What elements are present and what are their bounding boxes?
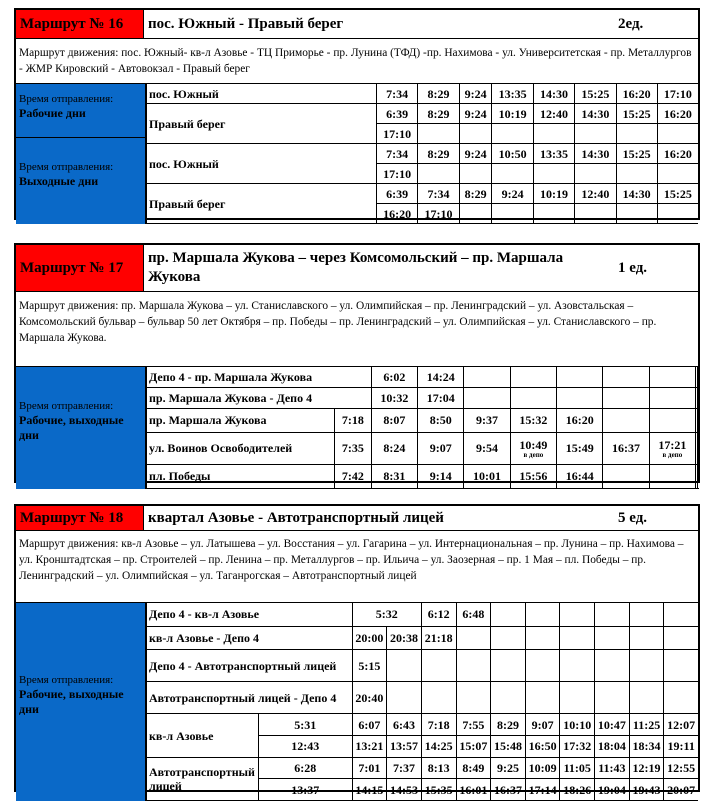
table-row bbox=[147, 432, 699, 464]
departure-time: 14:30 bbox=[533, 84, 574, 104]
table-row bbox=[147, 626, 699, 650]
empty-cell bbox=[657, 204, 698, 224]
empty-cell bbox=[664, 603, 698, 626]
departure-time: 16:01 bbox=[456, 779, 491, 801]
departure-time: 10:09 bbox=[525, 757, 560, 779]
departure-time: 6:43 bbox=[387, 714, 422, 736]
departure-time: 6:39 bbox=[377, 184, 418, 204]
table-row bbox=[147, 650, 699, 682]
empty-cell bbox=[492, 204, 533, 224]
time-value: 8:24 bbox=[383, 441, 406, 456]
table-row bbox=[147, 367, 699, 387]
departure-time: 7:37 bbox=[387, 757, 422, 779]
route-17-header bbox=[16, 245, 698, 292]
departure-time: 18:04 bbox=[595, 736, 630, 758]
time-value: 7:18 bbox=[341, 413, 364, 428]
departure-time: 7:18 bbox=[421, 714, 456, 736]
stop-name: ул. Воинов Освободителей bbox=[147, 432, 335, 464]
time-value: 7:42 bbox=[341, 469, 364, 484]
empty-cell bbox=[525, 650, 560, 682]
time-value: 15:49 bbox=[565, 441, 594, 456]
departure-time bbox=[649, 432, 695, 464]
empty-cell bbox=[533, 204, 574, 224]
table-row bbox=[147, 682, 699, 714]
empty-cell bbox=[649, 387, 695, 408]
empty-cell bbox=[595, 603, 630, 626]
empty-cell bbox=[697, 408, 698, 432]
departure-time: 13:57 bbox=[387, 736, 422, 758]
departure-time: 7:55 bbox=[456, 714, 491, 736]
empty-cell bbox=[595, 626, 630, 650]
depot-note: в депо bbox=[523, 450, 544, 459]
departure-time bbox=[464, 464, 510, 488]
table-row bbox=[147, 714, 699, 736]
empty-cell bbox=[459, 124, 492, 144]
empty-cell bbox=[387, 682, 422, 714]
departure-time bbox=[335, 408, 372, 432]
empty-cell bbox=[418, 164, 459, 184]
route-name: пр. Маршала Жукова – через Комсомольский – пр. Маршала Жукова bbox=[148, 250, 564, 285]
table-row bbox=[147, 387, 699, 408]
weekend-block bbox=[16, 138, 145, 214]
departure-time: 18:26 bbox=[560, 779, 595, 801]
empty-cell bbox=[616, 124, 657, 144]
departure-time bbox=[557, 464, 603, 488]
departure-time: 14:30 bbox=[575, 104, 616, 124]
empty-cell bbox=[697, 367, 698, 387]
departure-time: 17:10 bbox=[377, 124, 418, 144]
empty-cell bbox=[510, 387, 556, 408]
empty-cell bbox=[491, 650, 526, 682]
route-16-card bbox=[14, 8, 700, 220]
departure-time: 20:40 bbox=[352, 682, 387, 714]
route-name: пос. Южный - Правый берег bbox=[148, 15, 344, 32]
departure-time: 12:55 bbox=[664, 757, 698, 779]
departure-time: 9:24 bbox=[459, 84, 492, 104]
departure-time bbox=[371, 408, 417, 432]
departure-time: 13:21 bbox=[352, 736, 387, 758]
stop-name: Автотранспортный лицей - Депо 4 bbox=[147, 682, 353, 714]
table-row bbox=[147, 603, 699, 626]
time-value: 9:37 bbox=[476, 413, 499, 428]
departure-time: 19:43 bbox=[629, 779, 664, 801]
weekday-block bbox=[16, 84, 145, 138]
departure-time: 8:29 bbox=[418, 144, 459, 164]
empty-cell bbox=[657, 124, 698, 144]
departure-time bbox=[510, 408, 556, 432]
empty-cell bbox=[557, 387, 603, 408]
empty-cell bbox=[525, 626, 560, 650]
departure-time: 14:30 bbox=[575, 144, 616, 164]
departure-time: 12:40 bbox=[533, 104, 574, 124]
departure-time: 10:50 bbox=[492, 144, 533, 164]
departure-time: 6:07 bbox=[352, 714, 387, 736]
departure-time: 10:19 bbox=[492, 104, 533, 124]
departure-time: 14:30 bbox=[616, 184, 657, 204]
departure-time: 15:25 bbox=[657, 184, 698, 204]
departure-time: 15:25 bbox=[616, 144, 657, 164]
stop-name: пр. Маршала Жукова - Депо 4 bbox=[147, 387, 372, 408]
departure-time: 7:34 bbox=[418, 184, 459, 204]
departure-time: 10:10 bbox=[560, 714, 595, 736]
departure-time: 9:24 bbox=[459, 144, 492, 164]
empty-cell bbox=[595, 682, 630, 714]
route-number: Маршрут № 16 bbox=[16, 10, 144, 38]
departure-time: 9:25 bbox=[491, 757, 526, 779]
depot-note: в депо bbox=[662, 450, 683, 459]
route-path: Маршрут движения: пр. Маршала Жукова – ул. Станиславского – ул. Олимпийская – пр. Ленинградский – ул. Азовстальская – Комсомольский бульвар – бульвар 50 лет Октября – пр. Победы – пр. Ленинградский – ул. Олимпийская – ул. Станиславского – пр. Маршала Жукова. bbox=[16, 292, 698, 367]
departure-time: 10:47 bbox=[595, 714, 630, 736]
timetable-18 bbox=[146, 603, 698, 801]
departure-time: 9:24 bbox=[459, 104, 492, 124]
time-value: 15:32 bbox=[519, 413, 548, 428]
departure-time: 17:10 bbox=[418, 204, 459, 224]
empty-cell bbox=[697, 387, 698, 408]
vehicle-count: 1 ед. bbox=[618, 259, 648, 276]
stop-name: кв-л Азовье - Депо 4 bbox=[147, 626, 353, 650]
stop-name: Депо 4 - кв-л Азовье bbox=[147, 603, 353, 626]
empty-cell bbox=[603, 408, 649, 432]
empty-cell bbox=[525, 682, 560, 714]
day-type-column bbox=[16, 84, 146, 224]
empty-cell bbox=[492, 124, 533, 144]
empty-cell bbox=[575, 124, 616, 144]
time-value: 8:07 bbox=[383, 413, 406, 428]
departure-time: 20:00 bbox=[352, 626, 387, 650]
stop-name: пос. Южный bbox=[147, 144, 377, 184]
departure-time bbox=[510, 464, 556, 488]
departure-time: 12:19 bbox=[629, 757, 664, 779]
empty-cell bbox=[421, 682, 456, 714]
departure-time bbox=[371, 432, 417, 464]
departure-time: 15:25 bbox=[616, 104, 657, 124]
departure-time: 5:32 bbox=[352, 603, 421, 626]
departure-time bbox=[464, 408, 510, 432]
departure-time: 7:34 bbox=[377, 84, 418, 104]
day-type-column bbox=[16, 603, 146, 801]
empty-cell bbox=[603, 464, 649, 488]
departure-time: 16:50 bbox=[525, 736, 560, 758]
time-value: 16:37 bbox=[612, 441, 641, 456]
empty-cell bbox=[418, 124, 459, 144]
time-value: 8:31 bbox=[383, 469, 406, 484]
departure-time: 8:49 bbox=[456, 757, 491, 779]
departure-time: 15:35 bbox=[421, 779, 456, 801]
departure-time: 8:29 bbox=[418, 104, 459, 124]
departure-time bbox=[603, 432, 649, 464]
departure-time bbox=[557, 432, 603, 464]
schedule-grid bbox=[16, 367, 698, 489]
empty-cell bbox=[533, 124, 574, 144]
route-path: Маршрут движения: кв-л Азовье – ул. Латышева – ул. Восстания – ул. Гагарина – ул. Интернациональная – пр. Лунина – пр. Нахимова – ул. Кронштадтская – пр. Строителей – пр. Ленина – пр. Металлургов – пр. Ильича – ул. Заозерная – пр. 1 Мая – пл. Победы – пр. Ленинградский – ул. Олимпийская – ул. Таганрогская – Автотранспортный лицей bbox=[16, 531, 698, 603]
departure-time: 14:25 bbox=[421, 736, 456, 758]
departure-time: 17:04 bbox=[418, 387, 464, 408]
empty-cell bbox=[492, 164, 533, 184]
weekday-title: Рабочие дни bbox=[19, 106, 86, 120]
empty-cell bbox=[560, 603, 595, 626]
empty-cell bbox=[697, 432, 698, 464]
day-type-column bbox=[16, 367, 146, 489]
timetable-16 bbox=[146, 84, 698, 224]
empty-cell bbox=[421, 650, 456, 682]
empty-cell bbox=[387, 650, 422, 682]
departure-time: 20:07 bbox=[664, 779, 698, 801]
departure-time: 7:01 bbox=[352, 757, 387, 779]
days-title: Рабочие, выходные дни bbox=[19, 687, 124, 716]
empty-cell bbox=[649, 367, 695, 387]
schedule-grid bbox=[16, 603, 698, 801]
stop-name: кв-л Азовье bbox=[147, 714, 259, 757]
empty-cell bbox=[491, 603, 526, 626]
empty-cell bbox=[491, 682, 526, 714]
empty-cell bbox=[575, 204, 616, 224]
table-row bbox=[147, 144, 699, 164]
departure-time bbox=[418, 408, 464, 432]
departure-time: 19:04 bbox=[595, 779, 630, 801]
route-17-card bbox=[14, 243, 700, 483]
time-value: 10:01 bbox=[473, 469, 502, 484]
stop-name: Автотранспортный лицей bbox=[147, 757, 259, 800]
time-value: 15:56 bbox=[519, 469, 548, 484]
departure-time: 19:11 bbox=[664, 736, 698, 758]
route-18-card bbox=[14, 504, 700, 797]
departure-time: 15:25 bbox=[575, 84, 616, 104]
empty-cell bbox=[657, 164, 698, 184]
empty-cell bbox=[464, 367, 510, 387]
departure-time bbox=[464, 432, 510, 464]
route-path: Маршрут движения: пос. Южный- кв-л Азовье - ТЦ Приморье - пр. Лунина (ТФД) -пр. Нахимова - ул. Университетская - пр. Металлургов - ЖМР Кировский - Автовокзал - Правый берег bbox=[16, 39, 698, 84]
empty-cell bbox=[456, 682, 491, 714]
departure-time bbox=[557, 408, 603, 432]
departure-time: 16:20 bbox=[616, 84, 657, 104]
stop-name: Правый берег bbox=[147, 184, 377, 224]
departure-time: 12:43 bbox=[259, 736, 353, 758]
empty-cell bbox=[575, 164, 616, 184]
route-number: Маршрут № 18 bbox=[16, 506, 144, 530]
empty-cell bbox=[459, 204, 492, 224]
empty-cell bbox=[533, 164, 574, 184]
vehicle-count: 2ед. bbox=[618, 15, 644, 32]
departure-time bbox=[418, 464, 464, 488]
stop-name: Депо 4 - Автотранспортный лицей bbox=[147, 650, 353, 682]
departure-time: 21:18 bbox=[421, 626, 456, 650]
departure-time: 15:48 bbox=[491, 736, 526, 758]
departure-label: Время отправления: bbox=[19, 93, 114, 105]
stop-name: пл. Победы bbox=[147, 464, 335, 488]
departure-label: Время отправления: bbox=[19, 400, 114, 412]
empty-cell bbox=[525, 603, 560, 626]
empty-cell bbox=[464, 387, 510, 408]
departure-time: 10:32 bbox=[371, 387, 417, 408]
departure-time: 9:07 bbox=[525, 714, 560, 736]
empty-cell bbox=[664, 650, 698, 682]
departure-time: 6:39 bbox=[377, 104, 418, 124]
stop-name: Правый берег bbox=[147, 104, 377, 144]
departure-time: 8:29 bbox=[418, 84, 459, 104]
empty-cell bbox=[560, 626, 595, 650]
departure-time: 20:38 bbox=[387, 626, 422, 650]
departure-time: 6:12 bbox=[421, 603, 456, 626]
empty-cell bbox=[560, 682, 595, 714]
departure-time: 16:20 bbox=[657, 144, 698, 164]
empty-cell bbox=[456, 626, 491, 650]
time-value: 7:35 bbox=[341, 441, 364, 456]
empty-cell bbox=[649, 464, 695, 488]
departure-label: Время отправления: bbox=[19, 674, 114, 686]
empty-cell bbox=[629, 682, 664, 714]
departure-time: 10:19 bbox=[533, 184, 574, 204]
departure-time: 13:35 bbox=[492, 84, 533, 104]
departure-time: 14:24 bbox=[418, 367, 464, 387]
stop-name: пос. Южный bbox=[147, 84, 377, 104]
time-value: 16:20 bbox=[565, 413, 594, 428]
empty-cell bbox=[510, 367, 556, 387]
time-value: 9:07 bbox=[429, 441, 452, 456]
table-row bbox=[147, 464, 699, 488]
empty-cell bbox=[629, 650, 664, 682]
table-row bbox=[147, 84, 699, 104]
departure-time: 6:48 bbox=[456, 603, 491, 626]
route-18-header bbox=[16, 506, 698, 531]
departure-time bbox=[335, 432, 372, 464]
departure-time: 14:53 bbox=[387, 779, 422, 801]
empty-cell bbox=[456, 650, 491, 682]
empty-cell bbox=[629, 626, 664, 650]
departure-time: 12:40 bbox=[575, 184, 616, 204]
route-name: квартал Азовье - Автотранспортный лицей bbox=[148, 509, 444, 526]
route-number: Маршрут № 17 bbox=[16, 245, 144, 291]
time-value: 10:49 bbox=[519, 437, 548, 452]
departure-time: 5:31 bbox=[259, 714, 353, 736]
departure-time: 11:25 bbox=[629, 714, 664, 736]
empty-cell bbox=[616, 204, 657, 224]
departure-time: 6:02 bbox=[371, 367, 417, 387]
table-row bbox=[147, 408, 699, 432]
time-value: 9:54 bbox=[476, 441, 499, 456]
table-row bbox=[147, 104, 699, 124]
days-title: Рабочие, выходные дни bbox=[19, 413, 124, 442]
empty-cell bbox=[629, 603, 664, 626]
table-row bbox=[147, 184, 699, 204]
departure-label: Время отправления: bbox=[19, 161, 114, 173]
table-row bbox=[147, 757, 699, 779]
departure-time: 13:35 bbox=[533, 144, 574, 164]
empty-cell bbox=[697, 464, 698, 488]
stop-name: пр. Маршала Жукова bbox=[147, 408, 335, 432]
time-value: 16:44 bbox=[565, 469, 594, 484]
empty-cell bbox=[664, 682, 698, 714]
departure-time: 16:37 bbox=[491, 779, 526, 801]
departure-time: 17:10 bbox=[657, 84, 698, 104]
departure-time: 6:28 bbox=[259, 757, 353, 779]
departure-time: 14:15 bbox=[352, 779, 387, 801]
empty-cell bbox=[560, 650, 595, 682]
departure-time: 18:34 bbox=[629, 736, 664, 758]
empty-cell bbox=[603, 367, 649, 387]
departure-time: 12:07 bbox=[664, 714, 698, 736]
departure-time: 17:10 bbox=[377, 164, 418, 184]
departure-time bbox=[418, 432, 464, 464]
timetable-17 bbox=[146, 367, 698, 489]
route-16-header bbox=[16, 10, 698, 39]
departure-time: 11:05 bbox=[560, 757, 595, 779]
empty-cell bbox=[664, 626, 698, 650]
departure-time: 7:34 bbox=[377, 144, 418, 164]
departure-time: 8:29 bbox=[491, 714, 526, 736]
departure-time: 5:15 bbox=[352, 650, 387, 682]
departure-time: 17:32 bbox=[560, 736, 595, 758]
empty-cell bbox=[649, 408, 695, 432]
empty-cell bbox=[603, 387, 649, 408]
departure-time: 15:07 bbox=[456, 736, 491, 758]
departure-time bbox=[371, 464, 417, 488]
empty-cell bbox=[491, 626, 526, 650]
departure-time: 13:37 bbox=[259, 779, 353, 801]
departure-time: 8:29 bbox=[459, 184, 492, 204]
stop-name: Депо 4 - пр. Маршала Жукова bbox=[147, 367, 372, 387]
weekend-title: Выходные дни bbox=[19, 174, 99, 188]
time-value: 17:21 bbox=[658, 437, 687, 452]
vehicle-count: 5 ед. bbox=[618, 509, 648, 526]
time-value: 8:50 bbox=[429, 413, 452, 428]
empty-cell bbox=[595, 650, 630, 682]
departure-time: 16:20 bbox=[657, 104, 698, 124]
departure-time: 16:20 bbox=[377, 204, 418, 224]
empty-cell bbox=[616, 164, 657, 184]
departure-time: 11:43 bbox=[595, 757, 630, 779]
time-value: 9:14 bbox=[429, 469, 452, 484]
departure-time: 17:14 bbox=[525, 779, 560, 801]
departure-time: 8:13 bbox=[421, 757, 456, 779]
schedule-grid bbox=[16, 84, 698, 224]
empty-cell bbox=[557, 367, 603, 387]
departure-time bbox=[335, 464, 372, 488]
departure-time: 9:24 bbox=[492, 184, 533, 204]
empty-cell bbox=[459, 164, 492, 184]
departure-time bbox=[510, 432, 556, 464]
